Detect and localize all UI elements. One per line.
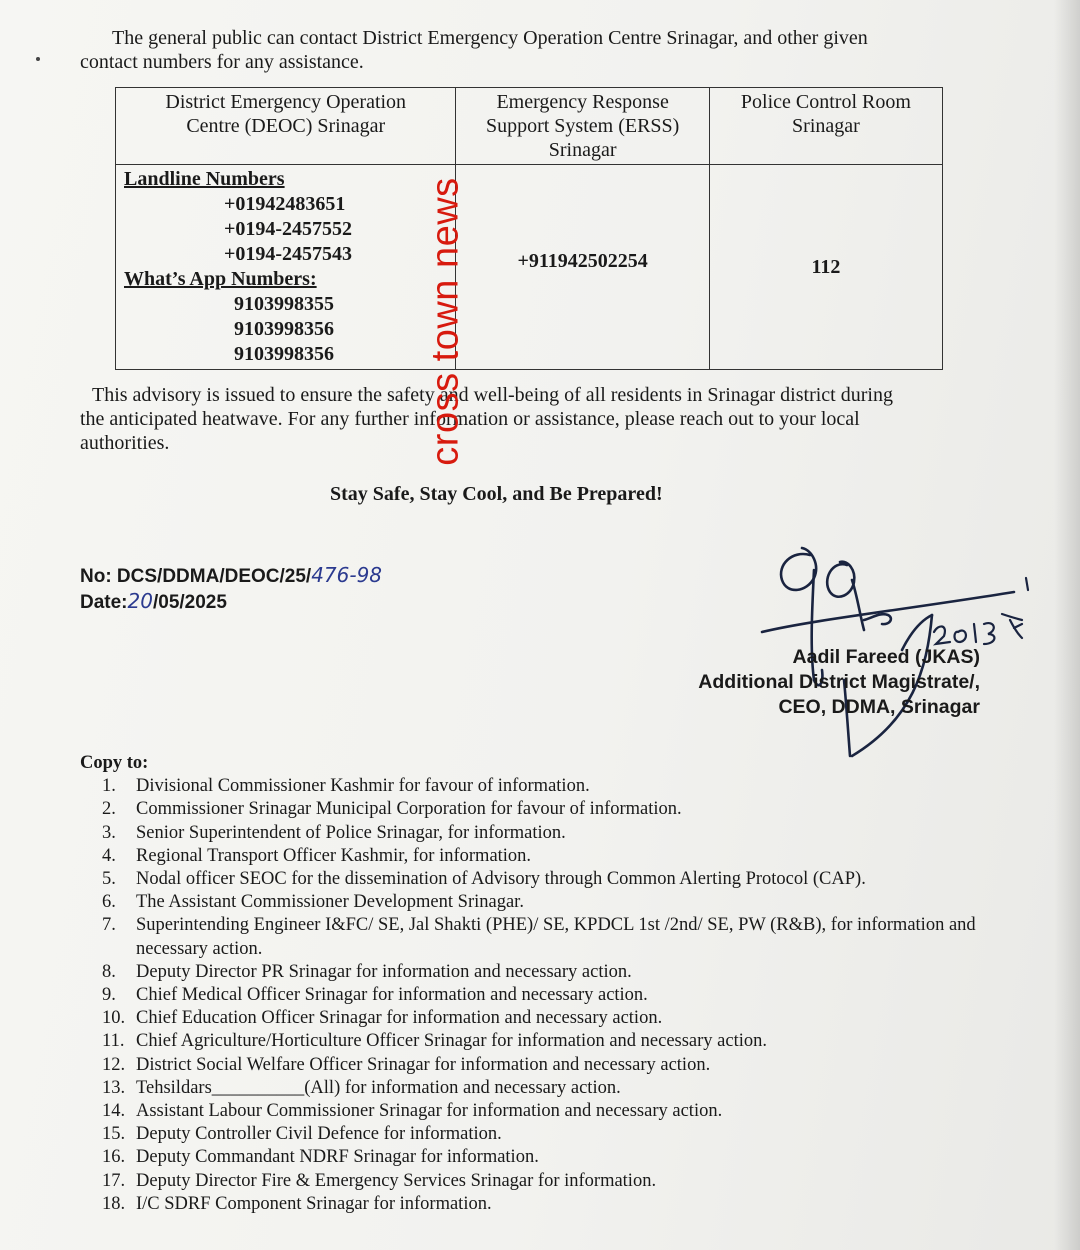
copy-to-item-number: 17. [102, 1170, 126, 1191]
copy-to-title: Copy to: [80, 753, 149, 773]
copy-to-item [80, 1123, 1020, 1146]
copy-to-item-text: Nodal officer SEOC for the dissemination of Advisory through Common Alerting Protocol (CAP). [136, 869, 866, 890]
copy-to-item-number: 2. [102, 799, 116, 820]
handwritten-date-day: 20 [127, 589, 153, 613]
copy-to-item-number: 14. [102, 1101, 126, 1122]
signatory-office: CEO, DDMA, Srinagar [778, 696, 980, 718]
advisory-line-2: the anticipated heatwave. For any further information or assistance, please reach out to your local [80, 408, 860, 430]
copy-to-list [80, 775, 1020, 1216]
copy-to-item-number: 7. [102, 915, 116, 936]
copy-to-item [80, 914, 1020, 960]
signatory-block [698, 645, 980, 720]
copy-to-item-number: 15. [102, 1124, 126, 1145]
copy-to-item [80, 775, 1020, 798]
copy-to-item-number: 1. [102, 776, 116, 797]
copy-to-item [80, 1054, 1020, 1077]
whatsapp-number: 9103998355 [234, 293, 334, 315]
copy-to-item-text: Superintending Engineer I&FC/ SE, Jal Shakti (PHE)/ SE, KPDCL 1st /2nd/ SE, PW (R&B), for information and necessary action. [136, 915, 976, 959]
copy-to-item [80, 822, 1020, 845]
copy-to-item-number: 10. [102, 1008, 126, 1029]
copy-to-item-number: 12. [102, 1054, 126, 1075]
copy-to-item [80, 1100, 1020, 1123]
erss-number: +911942502254 [517, 249, 648, 272]
landline-label: Landline Numbers [124, 168, 285, 190]
copy-to-item-text: Commissioner Srinagar Municipal Corporation for favour of information. [136, 799, 682, 820]
copy-to-item-number: 16. [102, 1147, 126, 1168]
advisory-line-3: authorities. [80, 432, 170, 454]
police-number: 112 [811, 255, 841, 278]
advisory-line-1: This advisory is issued to ensure the safety and well-being of all residents in Srinagar district during [92, 384, 893, 406]
contact-table-body [116, 165, 943, 370]
copy-to-item-text: Tehsildars__________(All) for information and necessary action. [136, 1077, 621, 1098]
copy-to-item-text: Deputy Controller Civil Defence for information. [136, 1124, 502, 1145]
copy-to-item-text: Senior Superintendent of Police Srinagar, for information. [136, 822, 566, 843]
copy-to-item [80, 1146, 1020, 1169]
copy-to-item-number: 6. [102, 892, 116, 913]
copy-to-item [80, 1007, 1020, 1030]
copy-to-item-number: 11. [102, 1031, 125, 1052]
copy-to-item-text: Regional Transport Officer Kashmir, for information. [136, 845, 532, 866]
copy-to-section [80, 752, 1020, 1216]
copy-to-item [80, 845, 1020, 868]
header-deoc: District Emergency Operation Centre (DEOC) Srinagar [116, 88, 456, 165]
copy-to-item-number: 8. [102, 961, 116, 982]
intro-line-1: The general public can contact District Emergency Operation Centre Srinagar, and other given [112, 27, 868, 49]
whatsapp-label: What’s App Numbers: [124, 268, 317, 290]
header-erss: Emergency Response Support System (ERSS) Srinagar [456, 88, 709, 165]
copy-to-item-text: Chief Education Officer Srinagar for information and necessary action. [136, 1008, 663, 1029]
contact-table-header [116, 88, 943, 165]
intro-paragraph [80, 26, 980, 74]
copy-to-item-text: I/C SDRF Component Srinagar for information. [136, 1193, 492, 1214]
signatory-title: Additional District Magistrate/, [698, 671, 980, 693]
copy-to-item-text: Chief Agriculture/Horticulture Officer Srinagar for information and necessary action. [136, 1031, 768, 1052]
landline-number: +0194-2457552 [224, 218, 353, 240]
copy-to-item-text: Assistant Labour Commissioner Srinagar for information and necessary action. [136, 1101, 723, 1122]
copy-to-item [80, 891, 1020, 914]
header-police: Police Control Room Srinagar [709, 88, 942, 165]
reference-date: Date:20/05/2025 [80, 589, 227, 613]
landline-number: +0194-2457543 [224, 243, 353, 265]
reference-block [80, 563, 382, 615]
copy-to-item-number: 9. [102, 985, 116, 1006]
motto: Stay Safe, Stay Cool, and Be Prepared! [330, 483, 663, 505]
whatsapp-number: 9103998356 [234, 318, 334, 340]
copy-to-item-number: 3. [102, 822, 116, 843]
copy-to-item-text: Divisional Commissioner Kashmir for favour of information. [136, 776, 590, 797]
landline-number: +01942483651 [224, 193, 346, 215]
copy-to-item-number: 18. [102, 1193, 126, 1214]
page-edge-shadow [1054, 0, 1080, 1250]
copy-to-item-text: Chief Medical Officer Srinagar for information and necessary action. [136, 985, 648, 1006]
copy-to-item [80, 1077, 1020, 1100]
copy-to-item-number: 5. [102, 869, 116, 890]
copy-to-item-text: Deputy Commandant NDRF Srinagar for information. [136, 1147, 539, 1168]
copy-to-item [80, 1193, 1020, 1216]
advisory-paragraph [80, 383, 970, 455]
intro-line-2: contact numbers for any assistance. [80, 51, 364, 73]
copy-to-item [80, 1030, 1020, 1053]
whatsapp-number: 9103998356 [234, 343, 334, 365]
copy-to-item [80, 798, 1020, 821]
copy-to-item-text: District Social Welfare Officer Srinagar for information and necessary action. [136, 1054, 711, 1075]
signature-graphic [752, 520, 1052, 760]
copy-to-item-text: Deputy Director PR Srinagar for information and necessary action. [136, 961, 632, 982]
scan-speck [36, 57, 40, 61]
copy-to-item-text: The Assistant Commissioner Development Srinagar. [136, 892, 524, 913]
deoc-numbers-cell [116, 165, 456, 370]
reference-number: No: DCS/DDMA/DEOC/25/476-98 [80, 563, 383, 587]
signatory-name: Aadil Fareed (JKAS) [792, 646, 980, 668]
copy-to-item [80, 961, 1020, 984]
copy-to-item-text: Deputy Director Fire & Emergency Services Srinagar for information. [136, 1170, 657, 1191]
erss-number-cell [456, 165, 709, 370]
copy-to-item [80, 868, 1020, 891]
contact-table [115, 87, 943, 370]
copy-to-item [80, 984, 1020, 1007]
copy-to-item-number: 13. [102, 1077, 126, 1098]
police-number-cell [709, 165, 942, 370]
watermark: cross town news [424, 177, 467, 466]
copy-to-item-number: 4. [102, 845, 116, 866]
handwritten-number: 476-98 [311, 563, 383, 587]
copy-to-item [80, 1170, 1020, 1193]
